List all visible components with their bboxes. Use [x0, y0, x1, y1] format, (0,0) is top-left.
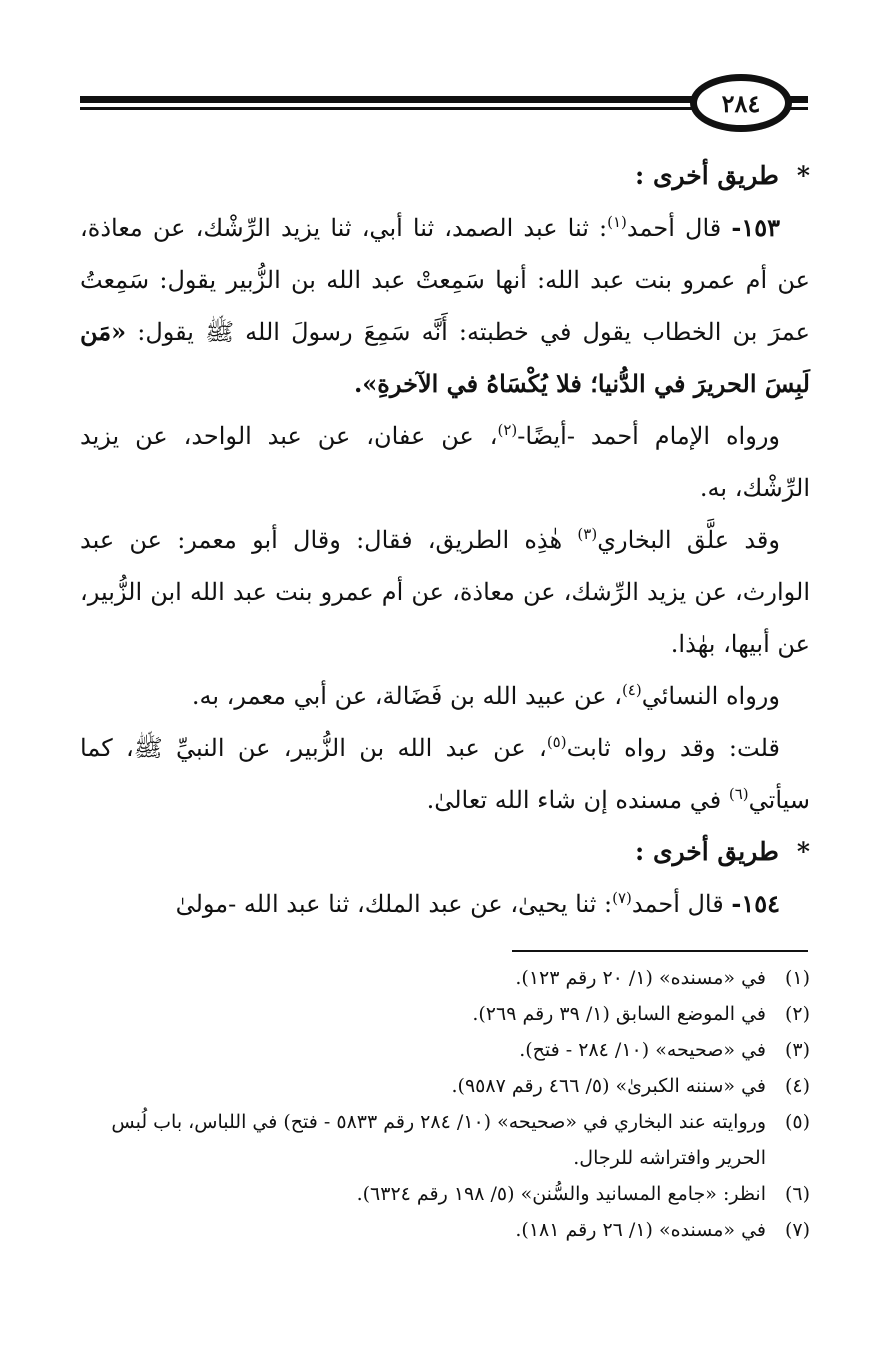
- text-run: قلت: وقد رواه ثابت: [566, 734, 780, 762]
- hadith-paragraph: [80, 878, 810, 930]
- text-run: : ثنا عبد الصمد، ثنا أبي، ثنا يزيد الرِّشْك، عن معاذة، عن أم عمرو بنت عبد الله: أنها سَمِعتْ عبد الله بن الزُّبير يقول: سَمِعتُ عمرَ بن الخطاب يقول في خطبته: أَنَّه سَمِعَ رسولَ الله ﷺ يقول:: [80, 214, 811, 346]
- footnote: [80, 1176, 810, 1212]
- paragraph: [80, 514, 810, 670]
- footnote: [80, 1068, 810, 1104]
- text-run: ، عن عبد الله بن الزُّبير، عن النبيِّ ﷺ، كما سيأتي: [80, 734, 810, 814]
- paragraph: [80, 722, 810, 826]
- text-run: في مسنده إن شاء الله تعالىٰ.: [426, 786, 729, 814]
- footnote-text: في «مسنده» (١/ ٢٠ رقم ١٢٣).: [515, 967, 766, 989]
- text-run: وقد علَّق البخاري: [597, 526, 780, 554]
- footnotes: [80, 960, 810, 1248]
- star-icon: *: [796, 161, 810, 190]
- footnote: [80, 996, 810, 1032]
- text-run: قال أحمد: [626, 214, 732, 242]
- footnote-number: (٥): [784, 1111, 810, 1133]
- footnote-ref: (١): [607, 213, 627, 231]
- star-icon: *: [796, 837, 810, 866]
- footnote-separator: [512, 950, 808, 952]
- footnote: [80, 960, 810, 996]
- footnote-text: في الموضع السابق (١/ ٣٩ رقم ٢٦٩).: [472, 1003, 766, 1025]
- footnote-number: (٤): [784, 1075, 810, 1097]
- page-header: [80, 70, 808, 140]
- hadith-number: ١٥٤-: [731, 889, 780, 918]
- text-run: قال أحمد: [631, 890, 732, 918]
- footnote-text: في «سننه الكبرىٰ» (٥/ ٤٦٦ رقم ٩٥٨٧).: [451, 1075, 766, 1097]
- footnote-ref: (٤): [621, 681, 642, 699]
- footnote-ref: (٦): [728, 785, 749, 803]
- footnote-ref: (٢): [497, 421, 518, 439]
- text-run: ورواه النسائي: [641, 682, 780, 710]
- text-run: ، عن عفان، عن عبد الواحد، عن يزيد الرِّشْك، به.: [80, 422, 810, 502]
- paragraph: [80, 670, 810, 722]
- text-run: هٰذِه الطريق، فقال: وقال أبو معمر: عن عبد الوارث، عن يزيد الرِّشك، عن معاذة، عن أم عمرو بنت عبد الله ابن الزُّبير، عن أبيها، بهٰذا.: [80, 526, 810, 658]
- footnote-number: (٣): [784, 1039, 810, 1061]
- page-number: ٢٨٤: [721, 88, 761, 118]
- footnote-text: في «مسنده» (١/ ٢٦ رقم ١٨١).: [515, 1219, 766, 1241]
- section-heading: [80, 150, 810, 202]
- footnote: [80, 1104, 810, 1176]
- section-heading: [80, 826, 810, 878]
- text-run: : ثنا يحيىٰ، عن عبد الملك، ثنا عبد الله -مولىٰ: [175, 890, 613, 918]
- main-text: [80, 150, 810, 930]
- footnote-ref: (٣): [577, 525, 598, 543]
- footnote: [80, 1212, 810, 1248]
- paragraph: [80, 410, 810, 514]
- hadith-quote: «مَن لَبِسَ الحريرَ في الدُّنيا؛ فلا يُكْسَاهُ في الآخرةِ».: [80, 317, 810, 398]
- heading-text: طريق أخرى :: [635, 837, 779, 866]
- footnote-ref: (٥): [546, 733, 567, 751]
- page-number-oval: [690, 74, 792, 132]
- hadith-paragraph: [80, 202, 810, 410]
- hadith-number: ١٥٣-: [731, 213, 780, 242]
- footnote: [80, 1032, 810, 1068]
- heading-text: طريق أخرى :: [635, 161, 779, 190]
- footnote-ref: (٧): [612, 889, 632, 907]
- footnote-number: (٧): [784, 1219, 810, 1241]
- footnote-text: وروايته عند البخاري في «صحيحه» (١٠/ ٢٨٤ رقم ٥٨٣٣ - فتح) في اللباس، باب لُبس الحرير وافتراشه للرجال.: [111, 1111, 766, 1169]
- footnote-number: (٢): [784, 1003, 810, 1025]
- text-run: ، عن عبيد الله بن فَضَالة، عن أبي معمر، به.: [191, 682, 622, 710]
- footnote-text: في «صحيحه» (١٠/ ٢٨٤ - فتح).: [519, 1039, 766, 1061]
- footnote-number: (٦): [784, 1183, 810, 1205]
- text-run: ورواه الإمام أحمد -أيضًا-: [517, 422, 780, 450]
- footnote-number: (١): [784, 967, 810, 989]
- footnote-text: انظر: «جامع المسانيد والسُّنن» (٥/ ١٩٨ رقم ٦٣٢٤).: [356, 1183, 766, 1205]
